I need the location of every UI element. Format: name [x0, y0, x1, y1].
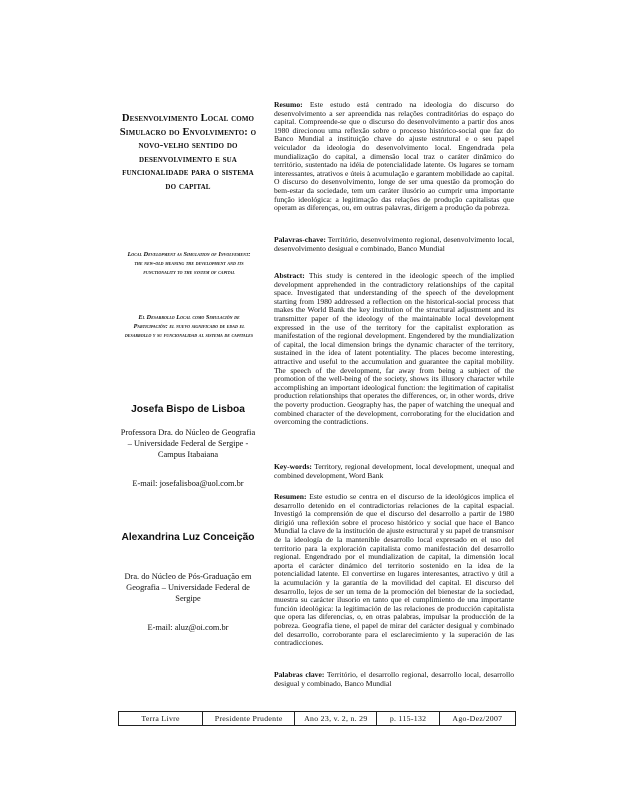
footer-city: Presidente Prudente [203, 712, 295, 725]
author-email-1: E-mail: josefalisboa@uol.com.br [132, 479, 244, 488]
abstract-text: This study is centered in the ideologic speech of the implied development apprehended in the contradictory relationships of the capital space. Investigated that understanding of the speech of the development starting from 1980 addressed a reflection on the historical-social process that makes the World Bank the key institution of the structural adjustment and its transmitter paper of the ideology of the maintainable local development expressed in the use of the territory for the capitalist exploration as manifestation of the regional development. Engendered by the mundialization of capital, the local dimension brings the dynamic character of the territory, sustained in the idea of latent potentiality. The places become interesting, attractive and useful to the accumulation and guarantee the capital mobility. The speech of the development, far away from being a subject of the promotion of the well-being of the society, shows its illusory character while accomplishing an important ideological function: the legitimation of capitalist production relationships that operates the differences, or, in other words, drive the poverty production. Geography has, the paper of watching the unequal and combined character of the development, corroborating for the elucidation and overcoming the contradictions. [274, 271, 515, 427]
journal-footer [118, 711, 516, 726]
abstract-block [274, 272, 514, 427]
author-affiliation-2: Dra. do Núcleo de Pós-Graduação em Geografia – Universidade Federal de Sergipe [124, 572, 252, 603]
resumo-label: Resumo: [274, 100, 303, 109]
footer-volume: Ano 23, v. 2, n. 29 [295, 712, 377, 725]
footer-journal: Terra Livre [119, 712, 203, 725]
resumo-text: Este estudo está centrado na ideologia do discurso do desenvolvimento a ser apreendida nas relações contraditórias do espaço do capital. Compreende-se que o discurso do desenvolvimento a partir dos anos 1980 direcionou uma reflexão sobre o processo histórico-social que faz do Banco Mundial a instituição chave do ajuste estrutural e o seu papel veiculador da ideologia do desenvolvimento local. Engendrada pela mundialização do capital, a dimensão local traz o caráter dinâmico do território, sustentado na idéia de potencialidade latente. Os lugares se tornam interessantes, atrativos e úteis à acumulação e garantem mobilidade ao capital. O discurso do desenvolvimento, longe de ser uma questão da promoção do bem-estar da sociedade, tem um caráter ilusório ao cumprir uma importante função ideológica: a legitimação das relações de produção capitalistas que operam as diferenças, ou, em outras palavras, dirigem a produção da pobreza. [274, 100, 514, 213]
footer-pages: p. 115-132 [377, 712, 439, 725]
footer-date: Ago-Dez/2007 [452, 714, 503, 723]
palabras-clave-block [274, 671, 514, 688]
resumo-block [274, 101, 514, 213]
article-title-spanish: El Desarrollo Local como Simulación de Participación: el nuevo significado de edad el desarrollo y su funcionalidad al sistema de capitales [124, 314, 254, 339]
key-words-label: Key-words: [274, 462, 312, 471]
article-title-english: Local Development as Simulation of Involvement: the new-old meaning the development and its functionality to the system of capital [127, 251, 251, 276]
resumen-label: Resumen: [274, 492, 307, 501]
abstract-label: Abstract: [274, 271, 305, 280]
resumen-text: Este estudio se centra en el discurso de la ideológicos implica el desarrollo detenido en el contradictorias relaciones de la capital espacial. Investigó la comprensión de que el discurso del desarrollo a partir de 1980 dirigió una reflexión sobre el proceso histórico y social que hace el Banco Mundial la clave de la institución de ajuste estructural y su papel de transmisor de la ideología de la mantenible desarrollo local expresado en el uso del territorio para la exploración capitalista como manifestación del desarrollo regional. Engendrado por el mundialization de capital, la dimensión local aporta el carácter dinámico del territorio sostenido en la idea de la potencialidad latente. El convertirse en lugares interesantes, atractivo y útil a la acumulación y la garantía de la movilidad del capital. El discurso del desarrollo, lejos de ser un tema de la promoción del bienestar de la sociedad, muestra su carácter ilusorio en tanto que el cumplimiento de una importante función ideológica: la legitimación de las relaciones de producción capitalista que opera las diferencias, o, en otras palabras, impulsar la producción de la pobreza. Geografía tiene, el papel de mirar del carácter desigual y combinado del desarrollo, corroborante para el esclarecimiento y la superación de las contradicciones. [274, 492, 514, 648]
palabras-clave-label: Palabras clave: [274, 670, 325, 679]
palavras-chave-label: Palavras-chave: [274, 235, 326, 244]
palabras-clave-text: Território, el desarrollo regional, desarrollo local, desarrollo desigual y combinado, Banco Mundial [274, 670, 514, 688]
author-name-1: Josefa Bispo de Lisboa [131, 404, 245, 415]
palavras-chave-text: Território, desenvolvimento regional, desenvolvimento local, desenvolvimento desigual e combinado, Banco Mundial [274, 235, 514, 253]
palavras-chave-block [274, 236, 514, 253]
author-name-2: Alexandrina Luz Conceição [121, 532, 255, 543]
resumen-block [274, 493, 514, 648]
article-title: Desenvolvimento Local como Simulacro do Envolvimento: o novo-velho sentido do desenvolvimento e sua funcionalidade para o sistema do capital [119, 113, 257, 192]
author-affiliation-1: Professora Dra. do Núcleo de Geografia – Universidade Federal de Sergipe - Campus Itabaiana [120, 428, 256, 459]
key-words-block [274, 463, 514, 480]
key-words-text: Territory, regional development, local development, unequal and combined development, Word Bank [274, 462, 514, 480]
author-email-2: E-mail: aluz@oi.com.br [147, 623, 229, 632]
